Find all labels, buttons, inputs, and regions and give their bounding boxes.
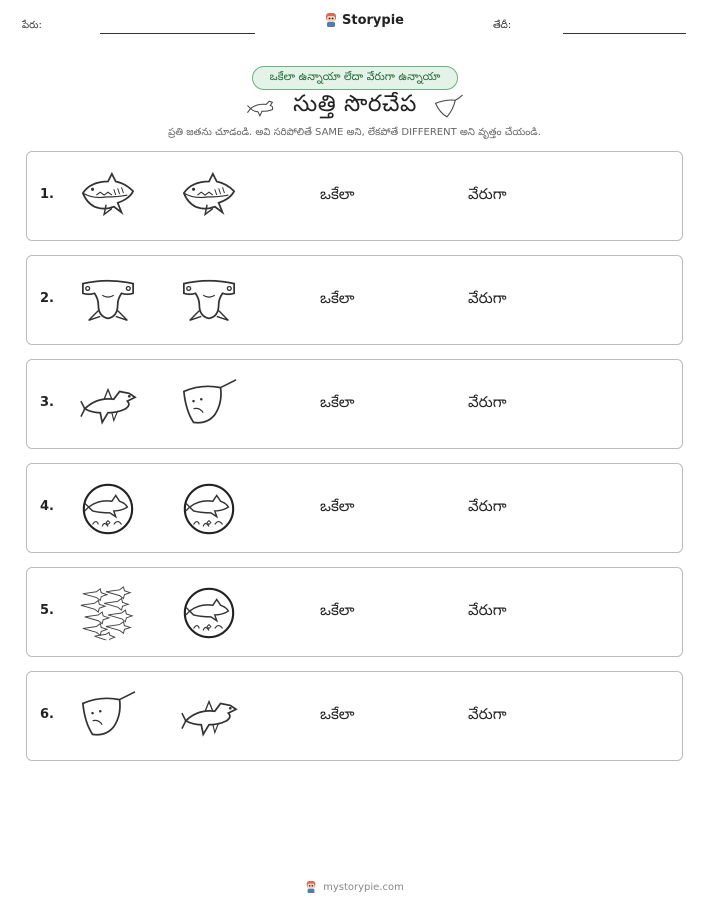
question-row (26, 671, 683, 761)
same-option[interactable]: ఒకేలా (320, 497, 355, 515)
question-number: 2. (40, 291, 54, 306)
question-number: 3. (40, 395, 54, 410)
question-row (26, 463, 683, 553)
footer-url[interactable]: mystorypie.com (323, 881, 404, 893)
hammerhead-side-icon (79, 377, 137, 433)
shark-school-icon (79, 585, 137, 641)
different-option[interactable]: వేరుగా (468, 601, 507, 619)
question-number: 4. (40, 499, 54, 514)
page-title: సుత్తి సొరచేప (293, 91, 417, 117)
question-row (26, 151, 683, 241)
shark-icon (180, 169, 238, 225)
name-line[interactable] (100, 33, 255, 34)
stingray-icon (79, 689, 137, 745)
shark-badge-icon (79, 481, 137, 537)
different-option[interactable]: వేరుగా (468, 289, 507, 307)
name-label: పేరు: (22, 20, 42, 31)
different-option[interactable]: వేరుగా (468, 393, 507, 411)
different-option[interactable]: వేరుగా (468, 497, 507, 515)
shark-icon (79, 169, 137, 225)
same-option[interactable]: ఒకేలా (320, 393, 355, 411)
different-option[interactable]: వేరుగా (468, 705, 507, 723)
same-option[interactable]: ఒకేలా (320, 705, 355, 723)
title-row (240, 90, 470, 124)
storypie-mascot-icon (324, 12, 338, 28)
worksheet-type-badge: ఒకేలా ఉన్నాయా లేదా వేరుగా ఉన్నాయా (252, 66, 458, 90)
hammerhead-front-icon (79, 273, 137, 329)
question-number: 6. (40, 707, 54, 722)
different-option[interactable]: వేరుగా (468, 185, 507, 203)
instructions: ప్రతి జతను చూడండి. అవి సరిపోలితే SAME అని, లేకపోతే DIFFERENT అని వృత్తం చేయండి. (168, 127, 541, 138)
date-label: తేదీ: (493, 20, 512, 31)
stingray-icon (431, 94, 465, 120)
storypie-mascot-icon (305, 880, 317, 894)
brand-name: Storypie (342, 12, 404, 28)
shark-badge-icon (180, 481, 238, 537)
question-number: 1. (40, 187, 54, 202)
hammerhead-side-icon (245, 94, 279, 120)
footer (0, 880, 709, 894)
date-line[interactable] (563, 33, 686, 34)
stingray-icon (180, 377, 238, 433)
question-row (26, 255, 683, 345)
hammerhead-side-icon (180, 689, 238, 745)
shark-badge-icon (180, 585, 238, 641)
same-option[interactable]: ఒకేలా (320, 289, 355, 307)
question-row (26, 567, 683, 657)
same-option[interactable]: ఒకేలా (320, 185, 355, 203)
hammerhead-front-icon (180, 273, 238, 329)
same-option[interactable]: ఒకేలా (320, 601, 355, 619)
question-number: 5. (40, 603, 54, 618)
brand-logo (324, 12, 404, 28)
question-row (26, 359, 683, 449)
